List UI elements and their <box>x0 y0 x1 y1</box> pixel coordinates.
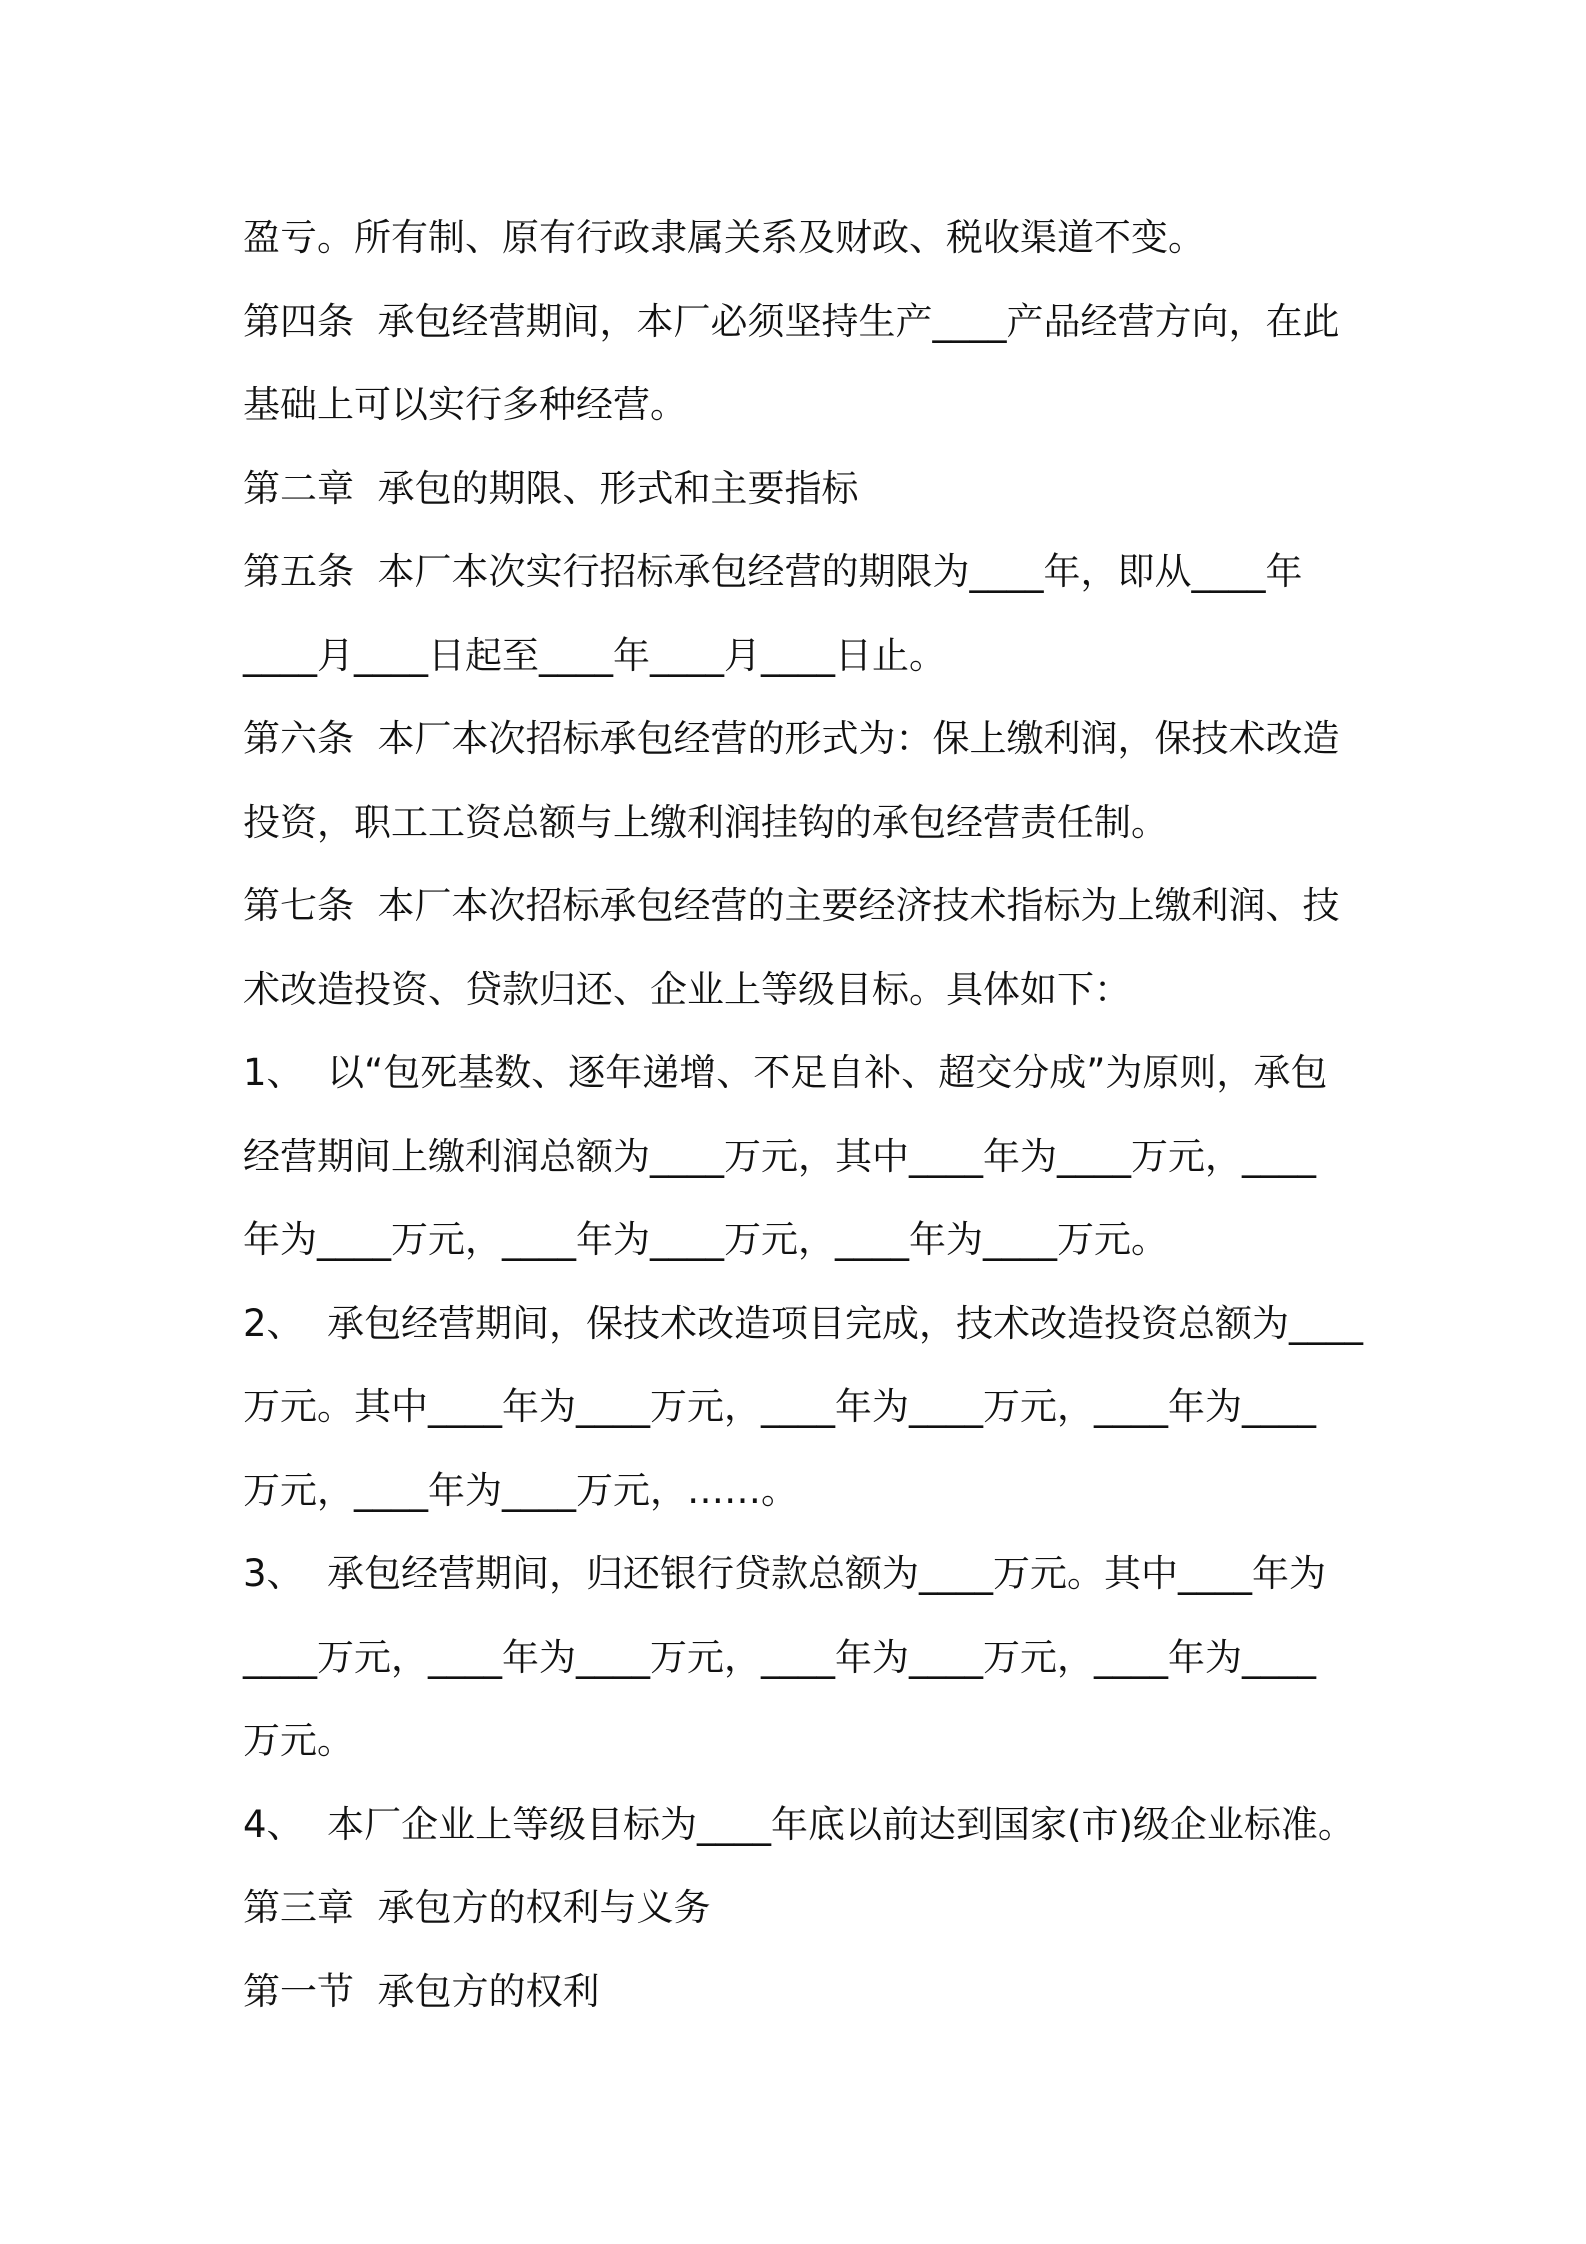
article-5-line: 第五条 本厂本次实行招标承包经营的期限为____年，即从____年 <box>243 550 1303 593</box>
text-line: 投资，职工工资总额与上缴利润挂钩的承包经营责任制。 <box>243 800 1168 844</box>
item-4-line: 4、 本厂企业上等级目标为____年底以前达到国家(市)级企业标准。 <box>243 1802 1355 1846</box>
text-line: 万元，____年为____万元，……。 <box>243 1468 798 1512</box>
chapter-2-heading: 第二章 承包的期限、形式和主要指标 <box>243 466 859 510</box>
text-line: 经营期间上缴利润总额为____万元，其中____年为____万元，____ <box>243 1134 1316 1178</box>
chapter-3-heading: 第三章 承包方的权利与义务 <box>243 1886 711 1929</box>
text-line: 术改造投资、贷款归还、企业上等级目标。具体如下： <box>243 967 1131 1011</box>
text-line: ____万元，____年为____万元，____年为____万元，____年为____ <box>243 1635 1316 1679</box>
item-2-line: 2、 承包经营期间，保技术改造项目完成，技术改造投资总额为____ <box>243 1301 1364 1345</box>
text-line: 万元。 <box>243 1719 354 1762</box>
item-1-line: 1、 以“包死基数、逐年递增、不足自补、超交分成”为原则，承包 <box>243 1051 1328 1094</box>
section-1-heading: 第一节 承包方的权利 <box>243 1969 600 2013</box>
text-line: ____月____日起至____年____月____日止。 <box>243 633 946 677</box>
article-4-line: 第四条 承包经营期间，本厂必须坚持生产____产品经营方向，在此 <box>243 299 1340 343</box>
text-line: 盈亏。所有制、原有行政隶属关系及财政、税收渠道不变。 <box>243 216 1205 259</box>
article-7-line: 第七条 本厂本次招标承包经营的主要经济技术指标为上缴利润、技 <box>243 884 1340 927</box>
text-line: 基础上可以实行多种经营。 <box>243 383 687 426</box>
text-line: 万元。其中____年为____万元，____年为____万元，____年为____ <box>243 1385 1316 1428</box>
text-line: 年为____万元，____年为____万元，____年为____万元。 <box>243 1218 1168 1261</box>
article-6-line: 第六条 本厂本次招标承包经营的形式为：保上缴利润，保技术改造 <box>243 717 1340 760</box>
item-3-line: 3、 承包经营期间，归还银行贷款总额为____万元。其中____年为 <box>243 1552 1327 1595</box>
document-body <box>243 196 1363 2033</box>
